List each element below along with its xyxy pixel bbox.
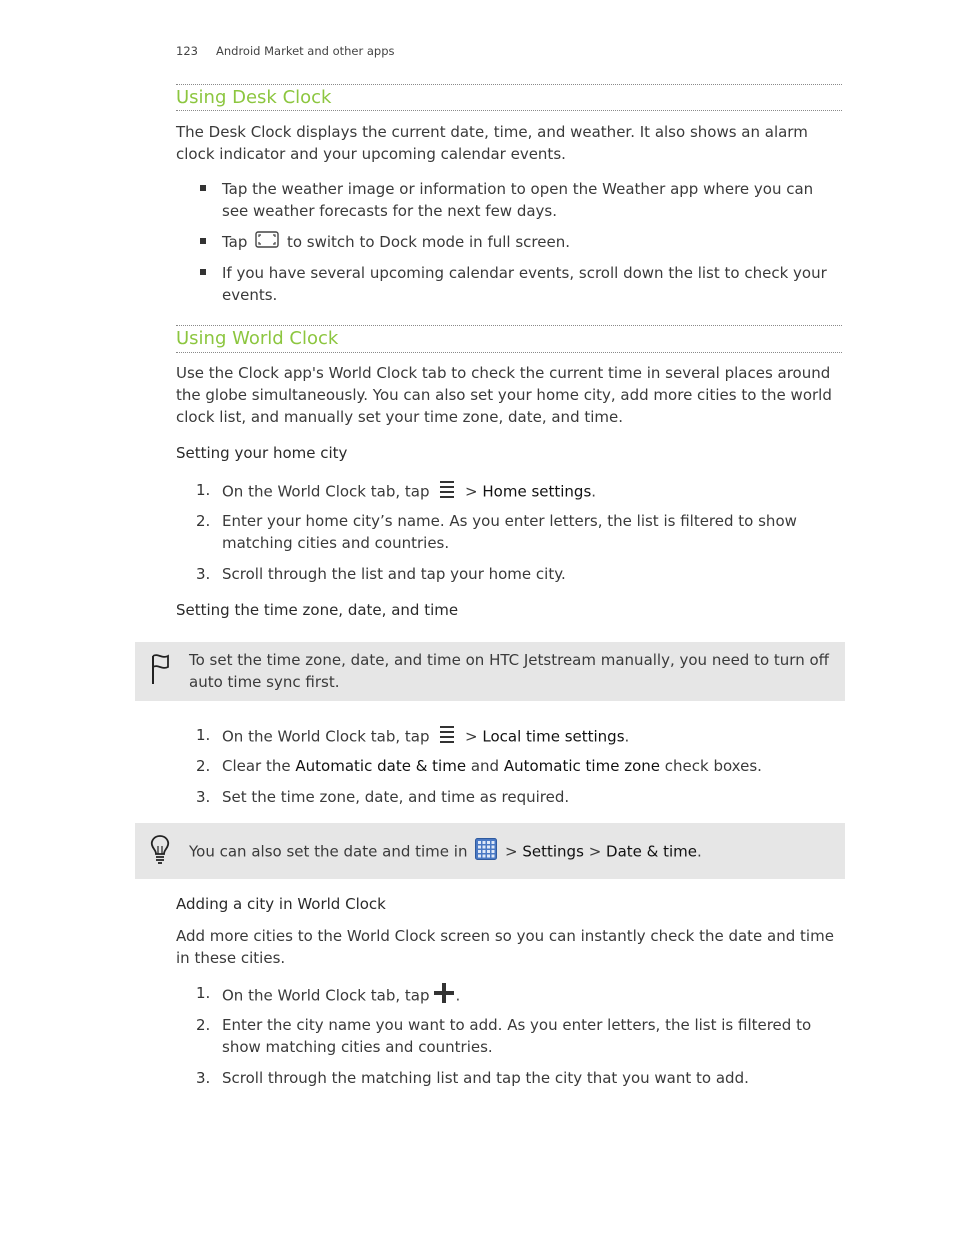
home-city-step-2: Enter your home city’s name. As you enter letters, the list is filtered to show matching cities and countries.	[222, 512, 797, 552]
tip-separator: >	[588, 842, 602, 861]
add-city-intro: Add more cities to the World Clock screen so you can instantly check the date and time in these cities.	[176, 927, 834, 967]
subheading-home-city: Setting your home city	[176, 444, 348, 462]
add-city-step-1	[222, 982, 842, 1010]
automatic-date-time-label: Automatic date & time	[295, 757, 467, 775]
bullet-marker	[200, 269, 206, 275]
desk-clock-bullet-1: Tap the weather image or information to open the Weather app where you can see weather forecasts for the next few days.	[222, 180, 814, 220]
section-rule	[176, 325, 842, 326]
date-time-label: Date & time	[606, 842, 698, 861]
note-text: To set the time zone, date, and time on HTC Jetstream manually, you need to turn off auto time sync first.	[189, 651, 829, 691]
step-text: On the World Clock tab, tap	[222, 482, 430, 501]
section-title-world-clock: Using World Clock	[176, 328, 339, 349]
bullet-marker	[200, 238, 206, 244]
step-number: 3.	[196, 1069, 211, 1087]
all-apps-icon	[475, 838, 497, 866]
settings-label: Settings	[522, 842, 584, 861]
menu-icon	[438, 479, 456, 505]
step-separator: >	[465, 482, 478, 501]
menu-icon	[438, 724, 456, 750]
tip-end: .	[697, 842, 702, 861]
desk-clock-intro: The Desk Clock displays the current date, time, and weather. It also shows an alarm clock indicator and your upcoming calendar events.	[176, 123, 808, 163]
step-number: 1.	[196, 481, 211, 499]
bullet-2-before: Tap	[222, 233, 248, 251]
chapter-title: Android Market and other apps	[216, 44, 395, 58]
step-number: 2.	[196, 512, 211, 530]
world-clock-intro: Use the Clock app's World Clock tab to check the current time in several places around the globe simultaneously. You can also set your home city, add more cities to the world clock list, and manually set your time zone, date, and time.	[176, 364, 832, 426]
step-number: 3.	[196, 565, 211, 583]
page-header	[176, 44, 395, 58]
lightbulb-tip-icon	[149, 834, 171, 870]
desk-clock-bullet-2	[222, 231, 842, 254]
section-rule	[176, 110, 842, 111]
step-end: .	[455, 986, 461, 1005]
home-city-step-3: Scroll through the list and tap your home city.	[222, 565, 566, 583]
step-number: 3.	[196, 788, 211, 806]
time-zone-step-1	[222, 724, 842, 750]
section-rule	[176, 84, 842, 85]
step-text: Clear the	[222, 757, 291, 775]
subheading-time-zone: Setting the time zone, date, and time	[176, 601, 459, 619]
subheading-add-city: Adding a city in World Clock	[176, 895, 386, 913]
step-text: and	[470, 757, 500, 775]
tip-text	[189, 838, 829, 866]
step-number: 1.	[196, 984, 211, 1002]
tip-separator: >	[505, 842, 518, 861]
fullscreen-dock-icon	[255, 231, 279, 254]
bullet-2-after: to switch to Dock mode in full screen.	[286, 233, 570, 251]
step-end: .	[624, 727, 630, 746]
step-separator: >	[465, 727, 478, 746]
note-callout	[135, 642, 845, 701]
step-number: 2.	[196, 757, 211, 775]
step-number: 2.	[196, 1016, 211, 1034]
time-zone-step-2	[222, 755, 842, 777]
step-end: .	[591, 482, 597, 501]
desk-clock-bullet-3: If you have several upcoming calendar events, scroll down the list to check your events.	[222, 264, 827, 304]
step-text: check boxes.	[664, 757, 762, 775]
section-rule	[176, 352, 842, 353]
page-number: 123	[176, 44, 198, 58]
tip-callout	[135, 823, 845, 879]
bullet-marker	[200, 185, 206, 191]
local-time-settings-label: Local time settings	[482, 727, 625, 746]
time-zone-step-3: Set the time zone, date, and time as required.	[222, 788, 570, 806]
section-title-desk-clock: Using Desk Clock	[176, 87, 332, 108]
home-settings-label: Home settings	[482, 482, 592, 501]
plus-icon	[433, 982, 455, 1010]
automatic-time-zone-label: Automatic time zone	[503, 757, 660, 775]
add-city-step-3: Scroll through the matching list and tap the city that you want to add.	[222, 1069, 749, 1087]
add-city-step-2: Enter the city name you want to add. As you enter letters, the list is filtered to show matching cities and countries.	[222, 1016, 812, 1056]
step-number: 1.	[196, 726, 211, 744]
flag-note-icon	[149, 652, 171, 690]
step-text: On the World Clock tab, tap	[222, 986, 430, 1005]
step-text: On the World Clock tab, tap	[222, 727, 430, 746]
home-city-step-1	[222, 479, 842, 505]
tip-text-before: You can also set the date and time in	[189, 842, 468, 861]
